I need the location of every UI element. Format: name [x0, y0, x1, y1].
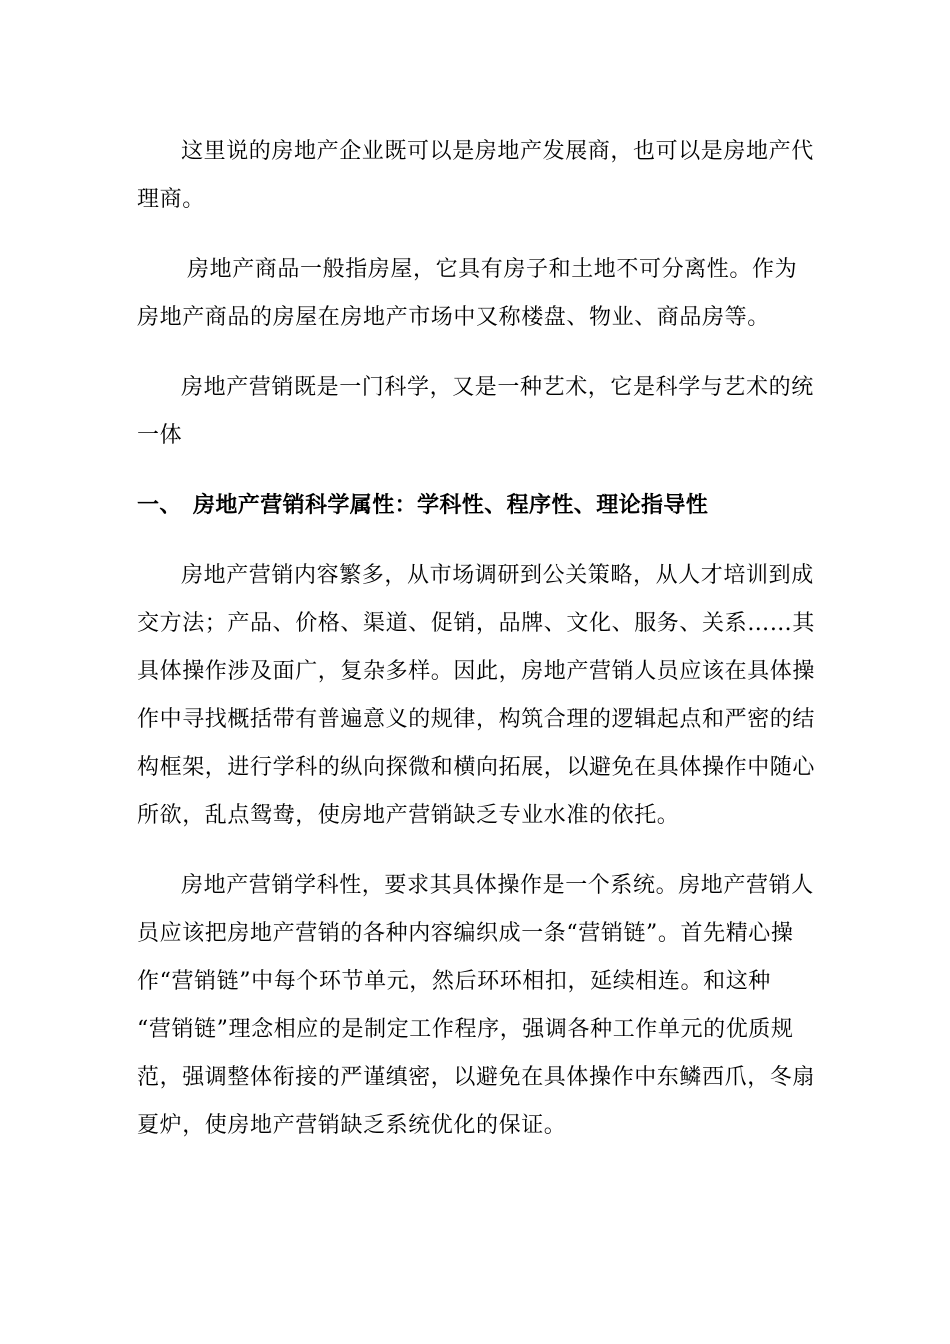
paragraph-intro-marketing [137, 364, 817, 460]
text-line: 具体操作涉及面广，复杂多样。因此，房地产营销人员应该在具体操 [137, 659, 816, 684]
paragraph-intro-commodity [137, 246, 817, 342]
text-line: 这里说的房地产企业既可以是房地产发展商，也可以是房地产代 [181, 139, 814, 164]
text-line: 夏炉，使房地产营销缺乏系统优化的保证。 [137, 1113, 567, 1138]
text-line: 交方法；产品、价格、渠道、促销，品牌、文化、服务、关系……其 [137, 611, 816, 636]
text-line: 范，强调整体衔接的严谨缜密，以避免在具体操作中东鳞西爪，冬扇 [137, 1065, 816, 1090]
paragraph-body-discipline [137, 552, 817, 840]
text-line: 房地产营销既是一门科学，又是一种艺术，它是科学与艺术的统 [181, 375, 814, 400]
text-line: 一体 [137, 423, 183, 448]
text-line: 房地产商品的房屋在房地产市场中又称楼盘、物业、商品房等。 [137, 305, 770, 330]
section-number: 一、 [137, 493, 182, 518]
text-line: 所欲，乱点鸳鸯，使房地产营销缺乏专业水准的依托。 [137, 803, 680, 828]
document-page [137, 128, 817, 1172]
text-line: 房地产商品一般指房屋，它具有房子和土地不可分离性。作为 [187, 257, 798, 282]
text-line: “营销链”理念相应的是制定工作程序，强调各种工作单元的优质规 [137, 1017, 794, 1042]
paragraph-intro-enterprise [137, 128, 817, 224]
text-line: 房地产营销内容繁多，从市场调研到公关策略，从人才培训到成 [181, 563, 814, 588]
text-line: 作中寻找概括带有普遍意义的规律，构筑合理的逻辑起点和严密的结 [137, 707, 816, 732]
text-line: 作“营销链”中每个环节单元，然后环环相扣，延续相连。和这种 [137, 969, 771, 994]
text-line: 构框架，进行学科的纵向探微和横向拓展，以避免在具体操作中随心 [137, 755, 816, 780]
section-title: 房地产营销科学属性：学科性、程序性、理论指导性 [193, 493, 709, 518]
text-line: 员应该把房地产营销的各种内容编织成一条“营销链”。首先精心操 [137, 921, 794, 946]
section-heading [137, 482, 817, 530]
paragraph-body-system [137, 862, 817, 1150]
text-line: 理商。 [137, 187, 205, 212]
text-line: 房地产营销学科性，要求其具体操作是一个系统。房地产营销人 [181, 873, 814, 898]
